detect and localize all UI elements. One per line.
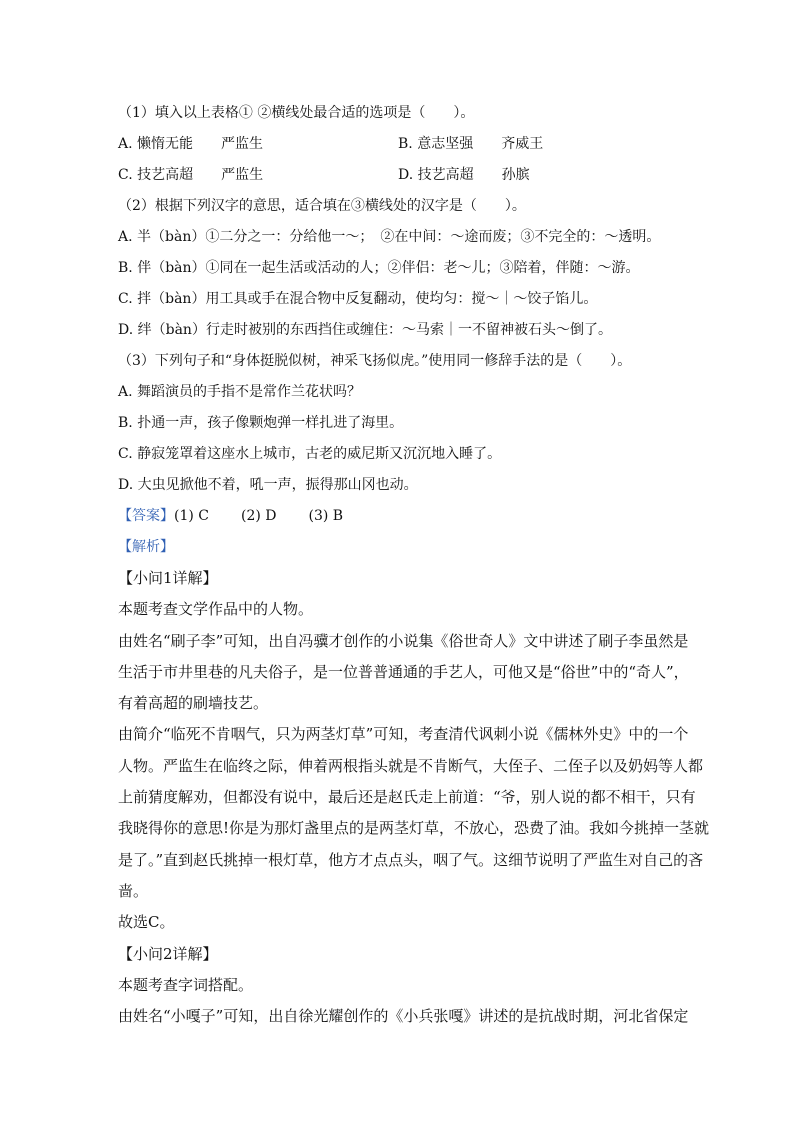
document-content [118,98,710,1032]
q3-option-c: C. 静寂笼罩着这座水上城市，古老的威尼斯又沉沉地入睡了。 [118,446,502,462]
sub1-line-7: 上前猜度解劝，但都没有说中，最后还是赵氏走上前道：“爷，别人说的都不相干，只有 [118,788,696,807]
sub1-line-11: 故选C。 [118,913,175,932]
sub1-line-1: 本题考查文学作品中的人物。 [118,600,314,619]
q3-option-d: D. 大虫见掀他不着，吼一声，振得那山冈也动。 [118,477,418,493]
answer-2: (2) D [241,508,277,524]
sub1-line-10: 啬。 [118,881,149,900]
q1-option-b: B. 意志坚强 齐威王 [398,136,544,152]
q2-option-b: B. 伴（bàn）①同在一起生活或活动的人；②伴侣：老～儿；③陪着，伴随：～游。 [118,260,640,276]
q2-option-a: A. 半（bàn）①二分之一：分给他一～； ②在中间：～途而废；③不完全的：～透明。 [118,229,661,245]
q3-option-b: B. 扑通一声，孩子像颗炮弹一样扎进了海里。 [118,415,404,431]
answer-1: (1) C [174,508,209,524]
q1-option-c: C. 技艺高超 严监生 [118,167,264,183]
sub2-title: 【小问2详解】 [118,944,218,963]
q1-stem: （1）填入以上表格① ②横线处最合适的选项是（ ）。 [118,105,475,121]
q1-option-a: A. 懒惰无能 严监生 [118,136,264,152]
answer-3: (3) B [308,508,344,524]
answer-tag: 【答案】 [118,508,174,524]
sub1-line-9: 是了。”直到赵氏挑掉一根灯草，他方才点点头，咽了气。这细节说明了严监生对自己的吝 [118,850,704,869]
q2-option-c: C. 拌（bàn）用工具或手在混合物中反复翻动，使均匀：搅～｜～饺子馅儿。 [118,291,598,307]
q2-option-d: D. 绊（bàn）行走时被别的东西挡住或缠住：～马索｜一不留神被石头～倒了。 [118,322,612,338]
sub2-line-1: 本题考查字词搭配。 [118,975,254,994]
sub1-line-5: 由简介“临死不肯咽气，只为两茎灯草”可知，考查清代讽刺小说《儒林外史》中的一个 [118,725,689,744]
answer-line [118,501,678,532]
q1-options-row-2 [118,160,678,191]
sub1-line-2: 由姓名“刷子李”可知，出自冯骥才创作的小说集《俗世奇人》文中讲述了刷子李虽然是 [118,631,689,650]
sub1-title: 【小问1详解】 [118,569,218,587]
analysis-tag: 【解析】 [118,539,174,555]
sub1-line-4: 有着高超的刷墙技艺。 [118,694,269,713]
q3-stem: （3）下列句子和“身体挺脱似树，神采飞扬似虎。”使用同一修辞手法的是（ ）。 [118,353,632,369]
q1-options-row-1 [118,129,678,160]
sub1-line-3: 生活于市井里巷的凡夫俗子，是一位普普通通的手艺人，可他又是“俗世”中的“奇人”， [118,662,689,681]
q3-option-a: A. 舞蹈演员的手指不是常作兰花状吗？ [118,384,362,400]
sub1-line-8: 我晓得你的意思!你是为那灯盏里点的是两茎灯草，不放心，恐费了油。我如今挑掉一茎就 [118,819,710,838]
q1-option-d: D. 技艺高超 孙膑 [398,167,530,183]
sub2-line-2: 由姓名“小嘎子”可知，出自徐光耀创作的《小兵张嘎》讲述的是抗战时期，河北省保定 [118,1007,689,1026]
sub1-line-6: 人物。严监生在临终之际，伸着两根指头就是不肯断气，大侄子、二侄子以及奶妈等人都 [118,756,704,775]
q2-stem: （2）根据下列汉字的意思，适合填在③横线处的汉字是（ ）。 [118,198,526,214]
